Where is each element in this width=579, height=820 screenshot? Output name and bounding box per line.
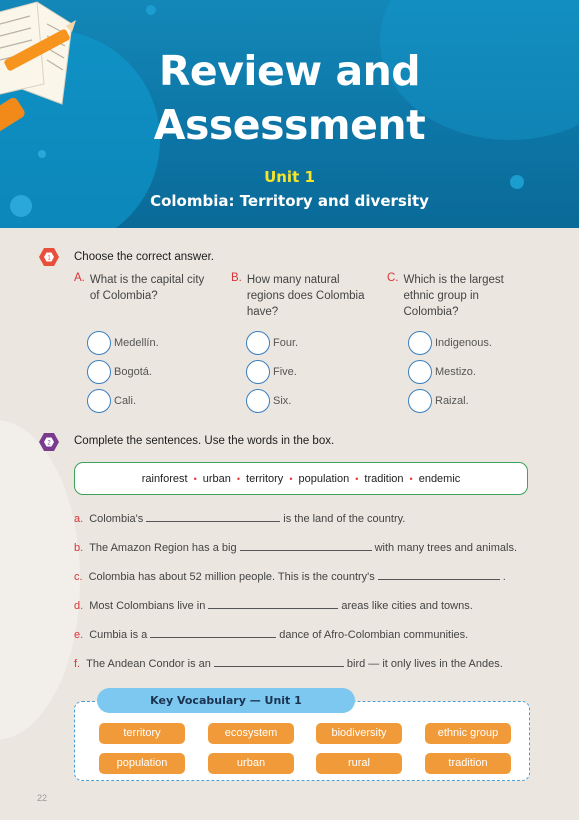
vocab-chip: territory (99, 723, 185, 744)
option-b-3[interactable]: Six. (246, 389, 291, 413)
radio-circle[interactable] (408, 331, 432, 355)
bullet-separator: • (193, 473, 197, 484)
radio-circle[interactable] (246, 389, 270, 413)
page-title: Review and Assessment (153, 47, 426, 149)
question-a: A. What is the capital city of Colombia? (74, 272, 205, 302)
sentence-c: c. Colombia has about 52 million people. This is the country's . (74, 571, 506, 583)
section-2-title: Complete the sentences. Use the words in the box. (74, 435, 335, 447)
bullet-separator: • (355, 473, 359, 484)
vocab-chip: biodiversity (316, 723, 402, 744)
bullet-separator: • (236, 473, 241, 484)
unit-label: Unit 1 (264, 168, 315, 186)
answer-blank[interactable] (240, 541, 372, 551)
word-item: endemic (418, 472, 461, 485)
option-b-1[interactable]: Four. (246, 331, 298, 355)
option-b-2[interactable]: Five. (246, 360, 297, 384)
vocab-chip: rural (316, 753, 402, 774)
radio-circle[interactable] (408, 360, 432, 384)
vocab-chip: ecosystem (208, 723, 294, 744)
option-a-3[interactable]: Cali. (87, 389, 136, 413)
section-1-title: Choose the correct answer. (74, 251, 214, 263)
radio-circle[interactable] (87, 389, 111, 413)
option-c-3[interactable]: Raizal. (408, 389, 469, 413)
vocab-chip: ethnic group (425, 723, 511, 744)
word-item: territory (246, 472, 284, 485)
vocabulary-title: Key Vocabulary — Unit 1 (97, 688, 355, 713)
word-item: population (298, 472, 350, 485)
header-banner (0, 0, 579, 228)
answer-blank[interactable] (150, 628, 276, 638)
radio-circle[interactable] (408, 389, 432, 413)
vocab-chip: tradition (425, 753, 511, 774)
option-c-1[interactable]: Indigenous. (408, 331, 492, 355)
word-item: urban (202, 472, 231, 485)
vocab-chip: urban (208, 753, 294, 774)
answer-blank[interactable] (146, 512, 280, 522)
bullet-separator: • (289, 473, 293, 484)
radio-circle[interactable] (87, 360, 111, 384)
option-a-1[interactable]: Medellín. (87, 331, 159, 355)
bullet-separator: • (409, 473, 413, 484)
question-c: C. Which is the largest ethnic group in Colombia? (387, 272, 504, 318)
page-number: 22 (37, 793, 48, 803)
sentence-a: a. Colombia's is the land of the country. (74, 513, 406, 525)
sentence-d: d. Most Colombians live in areas like cities and towns. (74, 600, 473, 612)
radio-circle[interactable] (87, 331, 111, 355)
unit-subtitle: Colombia: Territory and diversity (150, 192, 429, 210)
svg-text:2: 2 (47, 440, 51, 447)
answer-blank[interactable] (378, 570, 500, 580)
sentence-b: b. The Amazon Region has a big with many trees and animals. (74, 542, 518, 554)
answer-blank[interactable] (214, 657, 344, 667)
background-shape (0, 420, 80, 740)
section-1-badge-icon (35, 246, 63, 268)
radio-circle[interactable] (246, 360, 270, 384)
word-box (74, 462, 528, 495)
option-c-2[interactable]: Mestizo. (408, 360, 476, 384)
radio-circle[interactable] (246, 331, 270, 355)
svg-text:1: 1 (47, 255, 51, 262)
word-item: rainforest (141, 472, 188, 485)
question-b: B. How many natural regions does Colombia have? (231, 272, 365, 318)
sentence-e: e. Cumbia is a dance of Afro-Colombian communities. (74, 629, 469, 641)
vocab-chip: population (99, 753, 185, 774)
word-item: tradition (364, 472, 404, 485)
option-a-2[interactable]: Bogotá. (87, 360, 152, 384)
section-2-badge-icon (35, 431, 63, 453)
sentence-f: f. The Andean Condor is an bird — it only lives in the Andes. (74, 658, 503, 670)
answer-blank[interactable] (208, 599, 338, 609)
